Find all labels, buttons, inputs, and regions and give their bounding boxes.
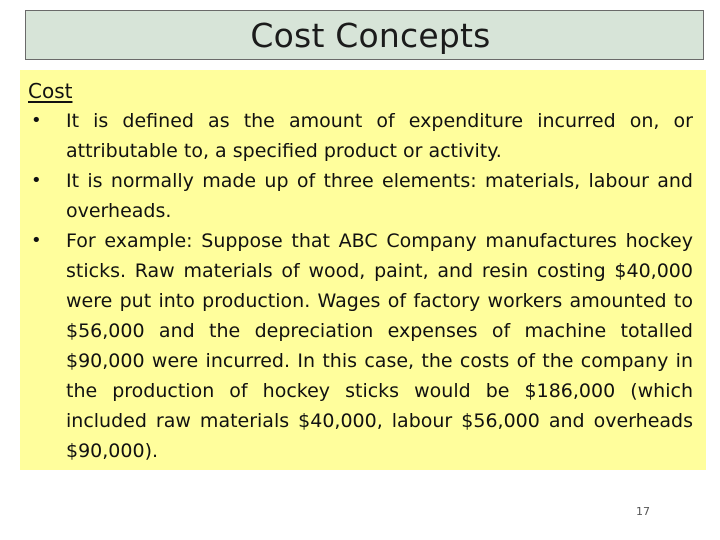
content-panel xyxy=(20,70,706,470)
bullet-icon: • xyxy=(31,230,42,251)
bullet-icon: • xyxy=(31,170,42,191)
bullet-text: It is defined as the amount of expenditure incurred on, or attributable to, a specified product or activity. xyxy=(66,110,693,162)
slide-title-bar xyxy=(25,10,704,60)
bullet-item-example xyxy=(28,226,693,466)
bullet-icon: • xyxy=(31,110,42,131)
page-number: 17 xyxy=(636,505,650,518)
bullet-item-elements xyxy=(28,166,693,226)
bullet-item-definition xyxy=(28,106,693,166)
section-heading: Cost xyxy=(28,79,73,103)
slide-title: Cost Concepts xyxy=(250,15,491,55)
bullet-text: It is normally made up of three elements: materials, labour and overheads. xyxy=(66,170,693,222)
bullet-text: For example: Suppose that ABC Company manufactures hockey sticks. Raw materials of wood, paint, and resin costing $40,000 were put into production. Wages of factory workers amounted to $56,000 and the depreciation expenses of machine totalled $90,000 were incurred. In this case, the costs of the company in the production of hockey sticks would be $186,000 (which included raw materials $40,000, labour $56,000 and overheads $90,000). xyxy=(66,230,693,462)
bullet-list xyxy=(28,106,693,466)
